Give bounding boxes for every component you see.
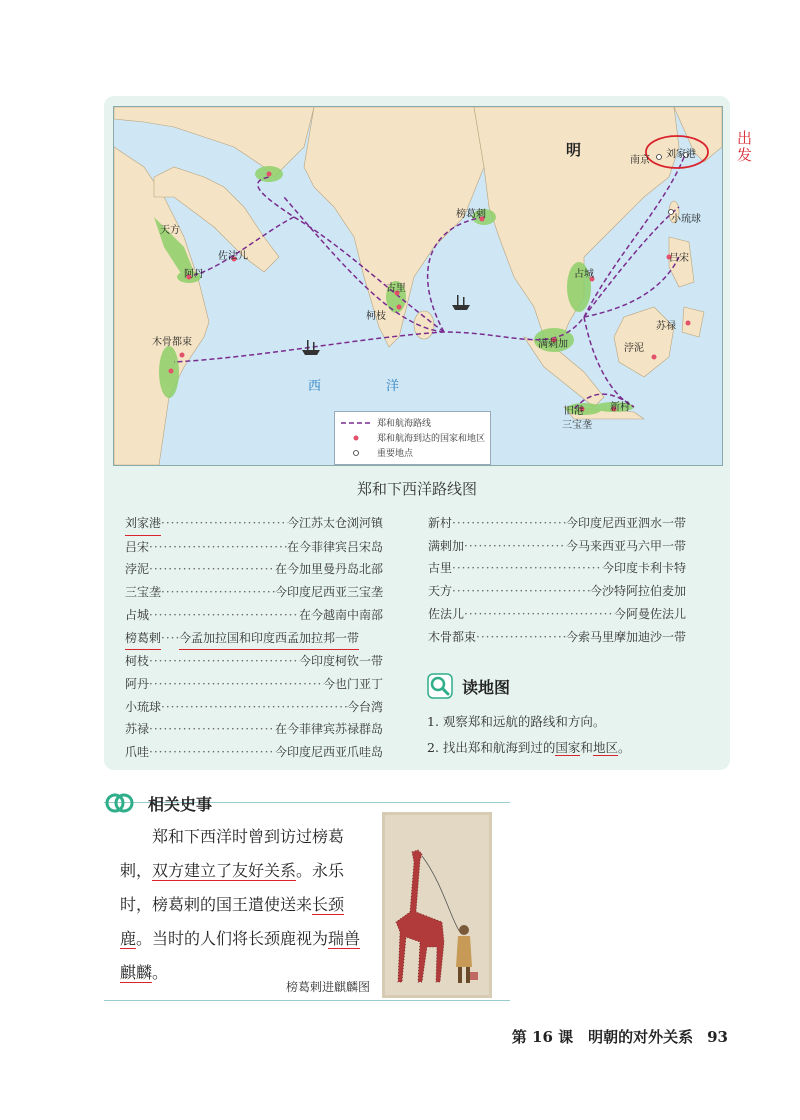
map-label-lvsong: 吕宋 bbox=[669, 253, 689, 264]
gloss-term: 苏禄 bbox=[125, 722, 150, 737]
gloss-term: 天方 bbox=[428, 584, 453, 599]
map-caption: 郑和下西洋路线图 bbox=[356, 480, 477, 498]
map-label-zhancheng: 占城 bbox=[574, 269, 594, 280]
gloss-def: 今阿曼佐法儿 bbox=[613, 606, 686, 621]
map-label-boni: 浡泥 bbox=[624, 343, 644, 354]
zheng-he-route-map bbox=[113, 106, 723, 466]
gloss-row bbox=[125, 650, 383, 673]
margin-note: 出发 bbox=[735, 130, 753, 164]
map-label-manlajia: 满剌加 bbox=[538, 339, 568, 350]
gloss-row bbox=[125, 696, 383, 719]
map-label-xincun: 新村 bbox=[610, 402, 630, 413]
related-history-icon bbox=[104, 788, 134, 818]
gloss-term: 占城 bbox=[125, 607, 150, 622]
related-divider-bottom bbox=[104, 1000, 510, 1001]
gloss-def: 在今越南中南部 bbox=[298, 607, 383, 622]
gloss-def: 今印度尼西亚泗水一带 bbox=[565, 516, 686, 530]
related-history-title: 相关史事 bbox=[148, 795, 213, 814]
map-sea-label-xi: 西 bbox=[308, 379, 322, 394]
map-label-nanjing: 南京 bbox=[630, 155, 650, 166]
map-label-xiaoliuqiu: 小琉球 bbox=[671, 214, 701, 225]
magnifier-icon bbox=[427, 673, 453, 699]
gloss-row bbox=[125, 512, 383, 536]
gloss-term: 柯枝 bbox=[125, 654, 150, 669]
gloss-def: 在今加里曼丹岛北部 bbox=[274, 562, 383, 577]
map-label-adan: 阿丹 bbox=[184, 269, 204, 280]
gloss-term: 满剌加 bbox=[428, 538, 465, 553]
glossary-right bbox=[428, 512, 686, 648]
read-map-title: 读地图 bbox=[462, 678, 511, 697]
map-label-zuofaer: 佐法儿 bbox=[218, 251, 248, 262]
read-map-question-2: 2. 找出郑和航海到过的国家和地区。 bbox=[427, 740, 631, 755]
gloss-def: 今印度尼西亚爪哇岛 bbox=[274, 745, 383, 760]
gloss-term: 爪哇 bbox=[125, 745, 150, 760]
gloss-def: 今也门亚丁 bbox=[322, 676, 383, 691]
gloss-row bbox=[428, 626, 686, 649]
gloss-term: 佐法儿 bbox=[428, 606, 465, 621]
map-label-mugudushu: 木骨都束 bbox=[152, 337, 192, 348]
gloss-term: 浡泥 bbox=[125, 562, 150, 577]
map-label-guli: 古里 bbox=[386, 283, 406, 294]
gloss-term: 小琉球 bbox=[125, 699, 162, 714]
map-label-ming: 明 bbox=[566, 141, 582, 159]
giraffe-painting-image bbox=[382, 812, 492, 998]
gloss-row bbox=[428, 603, 686, 626]
gloss-row bbox=[428, 535, 686, 558]
legend-route: 郑和航海路线 bbox=[377, 419, 432, 429]
gloss-row bbox=[428, 580, 686, 603]
gloss-row bbox=[125, 581, 383, 604]
gloss-row bbox=[125, 604, 383, 627]
map-sea-label-yang: 洋 bbox=[386, 379, 400, 394]
gloss-term: 新村 bbox=[428, 516, 453, 530]
gloss-term: 刘家港 bbox=[125, 512, 161, 536]
map-legend bbox=[334, 411, 491, 465]
gloss-def: 在今菲律宾苏禄群岛 bbox=[274, 722, 383, 737]
gloss-term: 吕宋 bbox=[125, 539, 150, 554]
gloss-def: 今孟加拉国和印度西孟加拉邦一带 bbox=[179, 627, 359, 651]
page-footer bbox=[512, 1026, 728, 1047]
legend-symbols bbox=[339, 414, 379, 464]
gloss-term: 阿丹 bbox=[125, 676, 150, 691]
gloss-def: 今印度卡利卡特 bbox=[601, 561, 686, 576]
gloss-row bbox=[125, 558, 383, 581]
gloss-def: 在今菲律宾吕宋岛 bbox=[286, 539, 383, 554]
gloss-def: 今印度柯钦一带 bbox=[298, 654, 383, 669]
gloss-def: 今马来西亚马六甲一带 bbox=[565, 538, 686, 553]
map-label-kezhi: 柯枝 bbox=[366, 311, 386, 322]
glossary-left bbox=[125, 512, 383, 764]
related-history-text: 郑和下西洋时曾到访过榜葛剌，双方建立了友好关系。永乐时，榜葛剌的国王遣使送来长颈鹿。当时的人们将长颈鹿视为瑞兽麒麟。 bbox=[120, 827, 361, 982]
gloss-row bbox=[125, 741, 383, 764]
page-number: 93 bbox=[707, 1028, 728, 1046]
gloss-term: 榜葛剌 bbox=[125, 627, 161, 651]
legend-reached: 郑和航海到达的国家和地区 bbox=[377, 434, 486, 444]
map-label-tianfang: 天方 bbox=[160, 225, 180, 236]
gloss-row bbox=[428, 512, 686, 535]
gloss-row bbox=[428, 557, 686, 580]
map-label-jiuguang: 旧港 bbox=[564, 406, 584, 417]
gloss-row bbox=[125, 627, 383, 651]
painting-caption: 榜葛剌进麒麟图 bbox=[285, 980, 370, 994]
read-map-question-1: 1. 观察郑和远航的路线和方向。 bbox=[427, 714, 606, 729]
map-label-bangela: 榜葛剌 bbox=[456, 209, 486, 220]
gloss-term: 三宝垄 bbox=[125, 585, 162, 600]
legend-important: 重要地点 bbox=[377, 449, 414, 459]
gloss-def: 今索马里摩加迪沙一带 bbox=[565, 629, 686, 644]
gloss-def: 今台湾 bbox=[346, 699, 383, 714]
lesson-title: 第 16 课 明朝的对外关系 bbox=[511, 1028, 694, 1046]
gloss-row bbox=[125, 536, 383, 559]
gloss-def: 今江苏太仓浏河镇 bbox=[286, 516, 383, 530]
gloss-def: 今印度尼西亚三宝垄 bbox=[274, 585, 383, 600]
map-label-sulu: 苏禄 bbox=[656, 321, 676, 332]
gloss-row bbox=[125, 718, 383, 741]
map-label-sanbaolong: 三宝垄 bbox=[562, 420, 592, 431]
gloss-term: 古里 bbox=[428, 561, 453, 576]
map-label-liujiagang: 刘家港 bbox=[666, 149, 696, 160]
gloss-row bbox=[125, 673, 383, 696]
gloss-def: 今沙特阿拉伯麦加 bbox=[589, 584, 686, 599]
gloss-term: 木骨都束 bbox=[428, 629, 477, 644]
